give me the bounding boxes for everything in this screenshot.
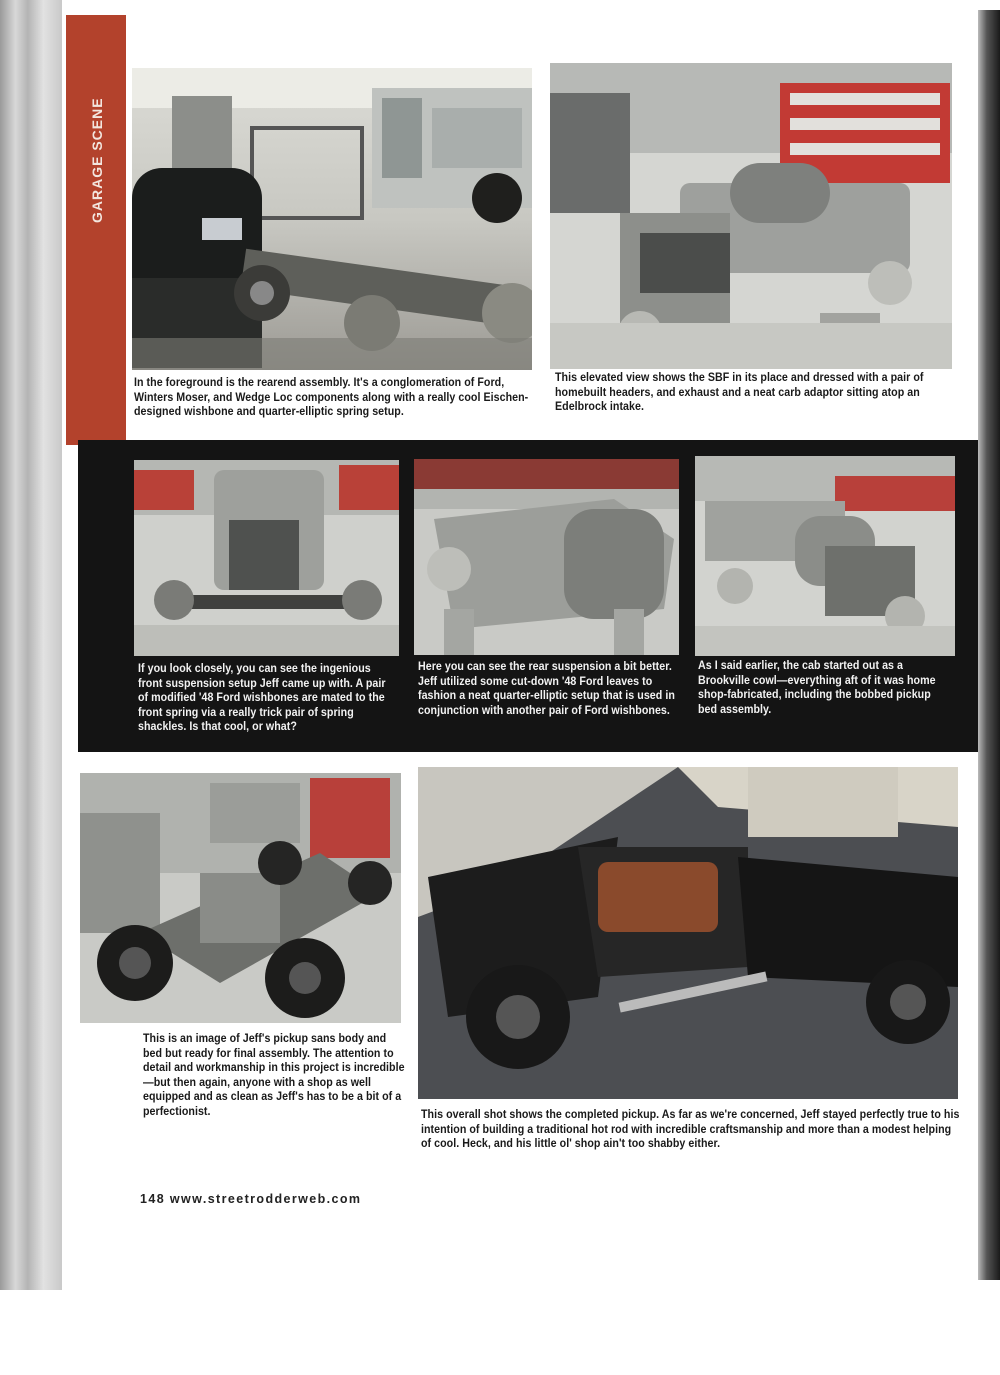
cab-cowl-photo: [695, 456, 955, 656]
scan-edge-shadow: [978, 10, 1000, 1280]
engine-elevated-photo: [550, 63, 952, 369]
completed-hotrod-photo: [418, 767, 958, 1099]
scan-binding-shadow: [0, 0, 62, 1290]
caption-pickup-sans-body: This is an image of Jeff's pickup sans body and bed but ready for final assembly. The attention to detail and workmanship in this project is incredible—but then again, anyone with a shop as well equipped and as clean as Jeff's has to be a bit of a perfectionist.: [143, 1031, 405, 1118]
rearend-shop-photo: [132, 68, 532, 370]
caption-sbf-elevated: This elevated view shows the SBF in its place and dressed with a pair of homebuilt headers, and exhaust and a neat carb adaptor sitting atop an Edelbrock intake.: [555, 370, 924, 414]
caption-cab-cowl: As I said earlier, the cab started out as a Brookville cowl—everything aft of it was home shop-fabricated, including the bobbed pickup bed assembly.: [698, 658, 936, 716]
caption-completed-pickup: This overall shot shows the completed pickup. As far as we're concerned, Jeff stayed perfectly true to his intention of building a traditional hot rod with incredible craftsmanship and more than a modest helping of cool. Heck, and his little ol' shop ain't too shabby either.: [421, 1107, 960, 1151]
caption-front-suspension: If you look closely, you can see the ingenious front suspension setup Jeff came up with. A pair of modified '48 Ford wishbones are mated to the front spring via a really trick pair of spring shackles. Is that cool, or what?: [138, 661, 386, 734]
section-tab-label: GARAGE SCENE: [89, 97, 105, 223]
chassis-photo: [80, 773, 401, 1023]
rear-suspension-photo: [414, 459, 679, 655]
front-suspension-photo: [134, 460, 399, 656]
caption-rear-suspension: Here you can see the rear suspension a bit better. Jeff utilized some cut-down '48 Ford leaves to fashion a neat quarter-elliptic setup that is used in conjunction with another pair of Ford wishbones.: [418, 659, 675, 717]
caption-rearend: In the foreground is the rearend assembly. It's a conglomeration of Ford, Winters Moser, and Wedge Loc components along with a really cool Eischen-designed wishbone and quarter-elliptic spring setup.: [134, 375, 529, 419]
scan-bottom-margin: [0, 1290, 1000, 1375]
page-folio: 148 www.streetrodderweb.com: [140, 1192, 362, 1206]
